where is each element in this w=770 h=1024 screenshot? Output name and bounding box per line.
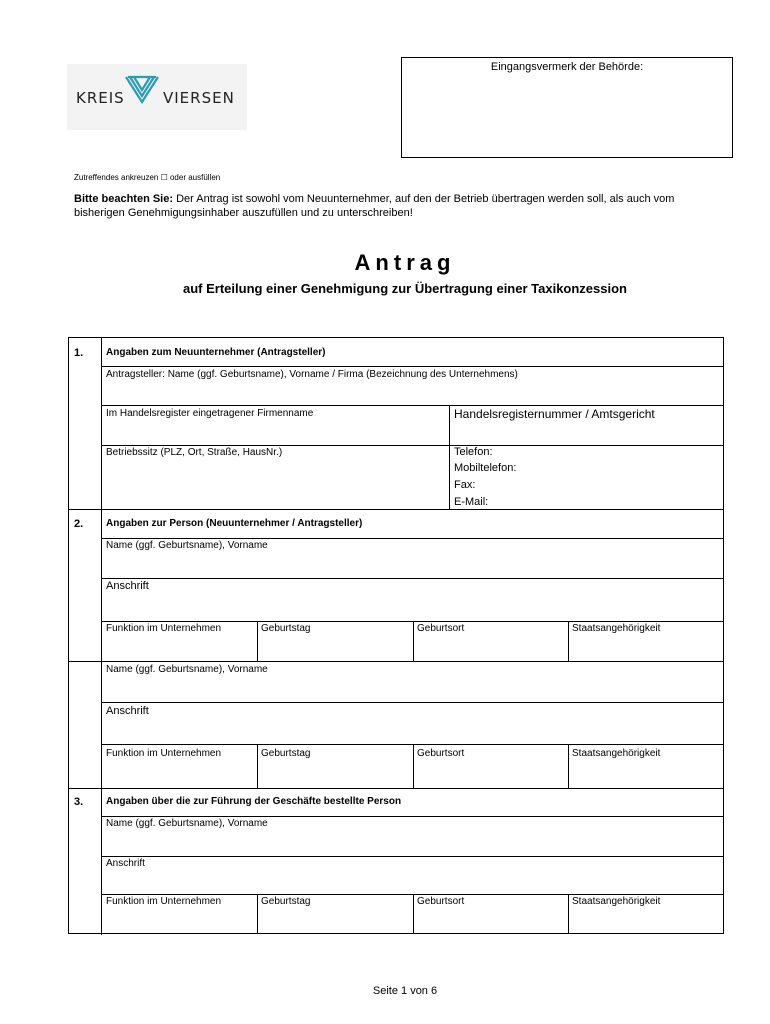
application-form — [68, 337, 724, 934]
person-nationality-field[interactable]: Staatsangehörigkeit — [572, 623, 661, 634]
section-3-number: 3. — [74, 796, 84, 808]
person-2-birthplace-field[interactable]: Geburtsort — [417, 748, 465, 759]
person-function-field[interactable]: Funktion im Unternehmen — [106, 623, 222, 634]
checkbox-hint: Zutreffendes ankreuzen ☐ oder ausfüllen — [74, 173, 221, 182]
person-2-nationality-field[interactable]: Staatsangehörigkeit — [572, 748, 661, 759]
logo-text-right: VIERSEN — [163, 89, 235, 107]
person-birthplace-field[interactable]: Geburtsort — [417, 623, 465, 634]
manager-address-field[interactable]: Anschrift — [106, 858, 145, 869]
receipt-stamp-box[interactable] — [401, 57, 733, 158]
manager-nationality-field[interactable]: Staatsangehörigkeit — [572, 896, 661, 907]
page-subtitle: auf Erteilung einer Genehmigung zur Übertragung einer Taxikonzession — [183, 281, 627, 296]
notice-paragraph — [74, 192, 724, 220]
section-2-heading: Angaben zur Person (Neuunternehmer / Antragsteller) — [106, 518, 363, 529]
fax-field[interactable]: Fax: — [454, 479, 476, 491]
applicant-name-field[interactable]: Antragsteller: Name (ggf. Geburtsname), Vorname / Firma (Bezeichnung des Unternehmens) — [106, 369, 518, 380]
manager-function-field[interactable]: Funktion im Unternehmen — [106, 896, 222, 907]
person-birthday-field[interactable]: Geburtstag — [261, 623, 311, 634]
register-number-field[interactable]: Handelsregisternummer / Amtsgericht — [454, 407, 655, 421]
manager-birthplace-field[interactable]: Geburtsort — [417, 896, 465, 907]
page-number: Seite 1 von 6 — [372, 985, 438, 997]
business-seat-field[interactable]: Betriebssitz (PLZ, Ort, Straße, HausNr.) — [106, 447, 283, 458]
section-1-number: 1. — [74, 347, 84, 359]
company-name-field[interactable]: Im Handelsregister eingetragener Firmenname — [106, 408, 314, 419]
kreis-viersen-logo — [67, 64, 247, 130]
manager-birthday-field[interactable]: Geburtstag — [261, 896, 311, 907]
notice-bold: Bitte beachten Sie: — [74, 193, 174, 205]
person-name-field[interactable]: Name (ggf. Geburtsname), Vorname — [106, 540, 268, 551]
person-address-field[interactable]: Anschrift — [106, 580, 149, 592]
section-2-number: 2. — [74, 518, 84, 530]
page-title: Antrag — [354, 250, 456, 275]
phone-field[interactable]: Telefon: — [454, 446, 493, 458]
person-2-function-field[interactable]: Funktion im Unternehmen — [106, 748, 222, 759]
notice-text: Der Antrag ist sowohl vom Neuunternehmer, auf den der Betrieb übertragen werden soll, als auch vom bisherigen Genehmigungsinhaber auszufüllen und zu unterschreiben! — [74, 193, 675, 219]
mobile-field[interactable]: Mobiltelefon: — [454, 462, 517, 474]
email-field[interactable]: E-Mail: — [454, 496, 489, 508]
person-2-address-field[interactable]: Anschrift — [106, 705, 149, 717]
logo-text-left: KREIS — [76, 89, 125, 107]
person-2-birthday-field[interactable]: Geburtstag — [261, 748, 311, 759]
receipt-stamp-label: Eingangsvermerk der Behörde: — [490, 61, 644, 73]
logo-mark-icon — [125, 74, 159, 104]
person-2-name-field[interactable]: Name (ggf. Geburtsname), Vorname — [106, 664, 268, 675]
section-3-heading: Angaben über die zur Führung der Geschäfte bestellte Person — [106, 796, 402, 807]
section-1-heading: Angaben zum Neuunternehmer (Antragsteller) — [106, 347, 326, 358]
manager-name-field[interactable]: Name (ggf. Geburtsname), Vorname — [106, 818, 268, 829]
